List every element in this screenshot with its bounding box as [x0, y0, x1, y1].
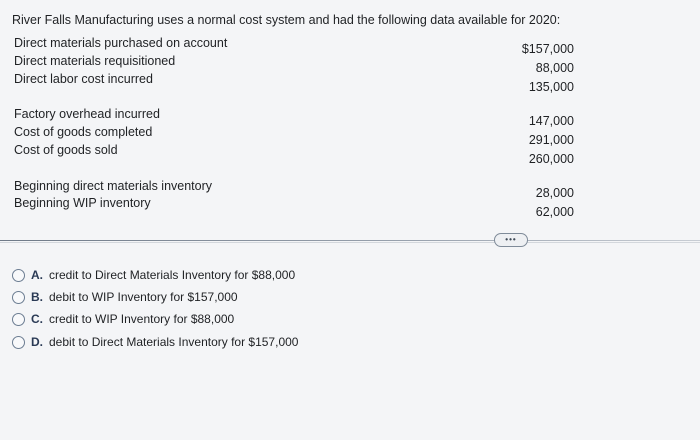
data-label: Cost of goods sold	[14, 143, 118, 157]
radio-button[interactable]	[12, 291, 25, 304]
data-label: Beginning WIP inventory	[14, 196, 151, 210]
data-value: $157,000	[521, 42, 574, 56]
data-value: 88,000	[535, 61, 574, 75]
answer-option-c[interactable]	[12, 311, 332, 329]
option-text: debit to Direct Materials Inventory for $157,000	[49, 335, 299, 349]
data-label: Beginning direct materials inventory	[14, 179, 213, 193]
expand-more-button[interactable]	[494, 233, 528, 247]
question-intro: River Falls Manufacturing uses a normal cost system and had the following data available for 2020:	[12, 13, 561, 27]
data-label: Factory overhead incurred	[14, 107, 160, 121]
data-label: Direct labor cost incurred	[14, 72, 153, 86]
data-value: 260,000	[528, 152, 574, 166]
option-letter: D.	[31, 335, 43, 349]
data-label: Direct materials requisitioned	[14, 54, 176, 68]
answer-option-d[interactable]	[12, 334, 332, 352]
data-value: 291,000	[528, 133, 574, 147]
data-label: Cost of goods completed	[14, 125, 153, 139]
option-text: credit to Direct Materials Inventory for $88,000	[49, 268, 296, 282]
data-value: 147,000	[528, 114, 574, 128]
option-letter: B.	[31, 290, 43, 304]
radio-button[interactable]	[12, 269, 25, 282]
option-text: debit to WIP Inventory for $157,000	[49, 290, 238, 304]
option-text: credit to WIP Inventory for $88,000	[49, 312, 235, 326]
answer-option-b[interactable]	[12, 289, 332, 307]
divider-shadow	[0, 242, 700, 243]
divider-line	[0, 240, 700, 241]
radio-button[interactable]	[12, 313, 25, 326]
section-divider	[0, 237, 700, 245]
data-value: 135,000	[528, 80, 574, 94]
radio-button[interactable]	[12, 336, 25, 349]
answer-option-a[interactable]	[12, 267, 332, 285]
data-value: 62,000	[535, 205, 574, 219]
option-letter: A.	[31, 268, 43, 282]
data-value: 28,000	[535, 186, 574, 200]
option-letter: C.	[31, 312, 43, 326]
data-label: Direct materials purchased on account	[14, 36, 228, 50]
ellipsis-icon: •••	[505, 235, 517, 244]
